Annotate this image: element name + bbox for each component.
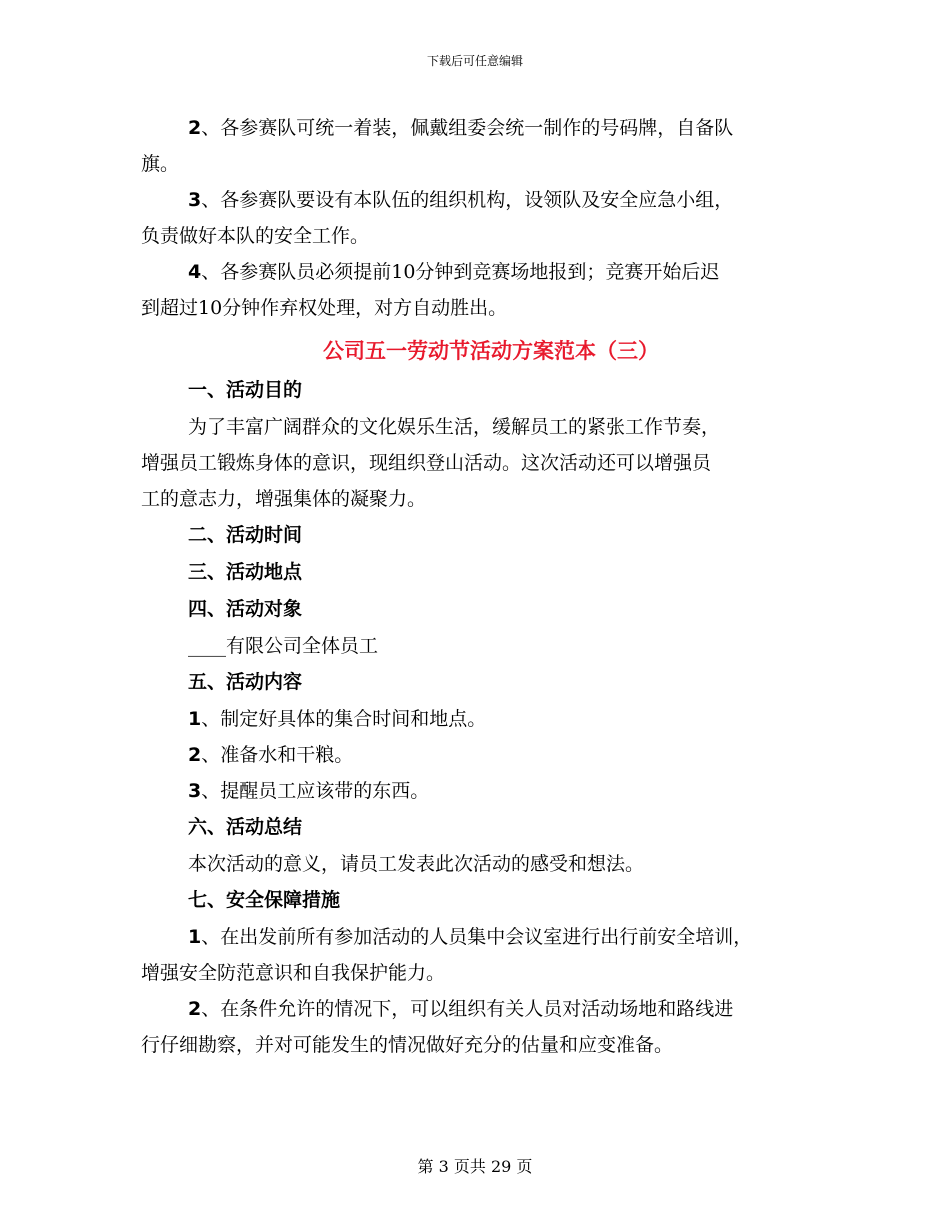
safety-item-1-line2: 增强安全防范意识和自我保护能力。 xyxy=(141,962,446,984)
rule-item-4-line2: 到超过10分钟作弃权处理，对方自动胜出。 xyxy=(141,297,508,319)
content-item-1-text: 、制定好具体的集合时间和地点。 xyxy=(201,708,487,730)
content-item-1 xyxy=(141,701,811,737)
heading-location: 三、活动地点 xyxy=(188,561,303,583)
heading-target: 四、活动对象 xyxy=(188,598,303,620)
content-item-2-number: 2 xyxy=(188,744,202,766)
rule-item-2-line1 xyxy=(141,110,811,146)
content-item-2-text: 、准备水和干粮。 xyxy=(201,744,354,766)
rule-item-3-line1 xyxy=(141,182,811,218)
safety-item-2-line2: 行仔细勘察，并对可能发生的情况做好充分的估量和应变准备。 xyxy=(141,1034,674,1056)
heading-purpose: 一、活动目的 xyxy=(188,379,303,401)
safety-item-1-number: 1 xyxy=(188,926,202,948)
rule-item-3-text: 、各参赛队要设有本队伍的组织机构，设领队及安全应急小组， xyxy=(201,189,734,211)
content-item-3-text: 、提醒员工应该带的东西。 xyxy=(201,780,430,802)
safety-item-2-number: 2 xyxy=(188,998,202,1020)
purpose-line2: 增强员工锻炼身体的意识，现组织登山活动。这次活动还可以增强员 xyxy=(141,452,712,474)
target-text: ____有限公司全体员工 xyxy=(188,635,379,657)
content-item-2 xyxy=(141,737,811,773)
document-body xyxy=(141,110,811,1063)
safety-item-1-text: 、在出发前所有参加活动的人员集中会议室进行出行前安全培训， xyxy=(201,926,753,948)
rule-item-2-line2: 旗。 xyxy=(141,153,180,175)
safety-item-2-line1 xyxy=(141,991,811,1027)
summary-text: 本次活动的意义，请员工发表此次活动的感受和想法。 xyxy=(188,853,645,875)
page-footer: 第 3 页共 29 页 xyxy=(417,1157,533,1176)
heading-summary: 六、活动总结 xyxy=(188,816,303,838)
rule-item-2-text: 、各参赛队可统一着装，佩戴组委会统一制作的号码牌，自备队 xyxy=(201,117,734,139)
heading-safety: 七、安全保障措施 xyxy=(188,889,341,911)
heading-time: 二、活动时间 xyxy=(188,524,303,546)
safety-item-2-text: 、在条件允许的情况下，可以组织有关人员对活动场地和路线进 xyxy=(201,998,734,1020)
safety-item-1-line1 xyxy=(141,919,811,955)
rule-item-4-number: 4 xyxy=(188,261,202,283)
rule-item-2-number: 2 xyxy=(188,117,202,139)
content-item-3-number: 3 xyxy=(188,780,202,802)
content-item-3 xyxy=(141,773,811,809)
content-item-1-number: 1 xyxy=(188,708,202,730)
rule-item-4-text: 、各参赛队员必须提前10分钟到竞赛场地报到；竞赛开始后迟 xyxy=(201,261,720,283)
heading-content: 五、活动内容 xyxy=(188,671,303,693)
rule-item-3-number: 3 xyxy=(188,189,202,211)
rule-item-3-line2: 负责做好本队的安全工作。 xyxy=(141,225,370,247)
purpose-line1: 为了丰富广阔群众的文化娱乐生活，缓解员工的紧张工作节奏， xyxy=(188,416,721,438)
purpose-line3: 工的意志力，增强集体的凝聚力。 xyxy=(141,488,427,510)
rule-item-4-line1 xyxy=(141,254,811,290)
page-header: 下载后可任意编辑 xyxy=(426,54,523,68)
section-title: 公司五一劳动节活动方案范本（三） xyxy=(323,339,659,363)
